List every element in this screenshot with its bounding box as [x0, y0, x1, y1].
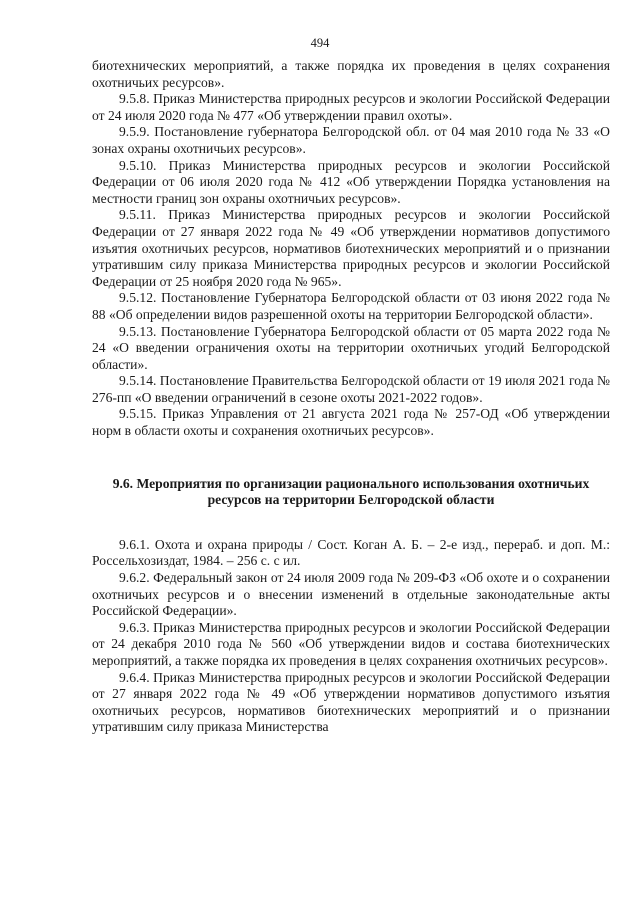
section-heading: 9.6. Мероприятия по организации рационального использования охотничьих ресурсов на территории Белгородской области [112, 475, 590, 508]
paragraph-9-5-9: 9.5.9. Постановление губернатора Белгородской обл. от 04 мая 2010 года № 33 «О зонах охраны охотничьих ресурсов». [92, 124, 610, 156]
paragraph-9-5-8: 9.5.8. Приказ Министерства природных ресурсов и экологии Российской Федерации от 24 июля 2020 года № 477 «Об утверждении правил охоты». [92, 91, 610, 123]
page-number: 494 [310, 36, 330, 50]
paragraph-continuation: биотехнических мероприятий, а также порядка их проведения в целях сохранения охотничьих ресурсов». [92, 58, 610, 90]
paragraph-9-5-10: 9.5.10. Приказ Министерства природных ресурсов и экологии Российской Федерации от 06 июля 2020 года № 412 «Об утверждении Порядка установления на местности границ зон охраны охотничьих ресурсов». [92, 157, 610, 206]
paragraph-9-6-2: 9.6.2. Федеральный закон от 24 июля 2009 года № 209-ФЗ «Об охоте и о сохранении охотничьих ресурсов и о внесении изменений в отдельные законодательные акты Российской Федерации». [92, 570, 610, 619]
paragraph-9-5-12: 9.5.12. Постановление Губернатора Белгородской области от 03 июня 2022 года № 88 «Об определении видов разрешенной охоты на территории Белгородской области». [92, 290, 610, 322]
paragraph-9-6-3: 9.6.3. Приказ Министерства природных ресурсов и экологии Российской Федерации от 24 декабря 2010 года № 560 «Об утверждении видов и состава биотехнических мероприятий, а также порядка их проведения в целях сохранения охотничьих ресурсов». [92, 619, 610, 668]
paragraph-9-5-11: 9.5.11. Приказ Министерства природных ресурсов и экологии Российской Федерации от 27 января 2022 года № 49 «Об утверждении нормативов допустимого изъятия охотничьих ресурсов, нормативов биотехнических мероприятий и о признании утратившим силу приказа Министерства природных ресурсов и экологии Российской Федерации от 25 ноября 2020 года № 965». [92, 207, 610, 289]
paragraph-9-6-4: 9.6.4. Приказ Министерства природных ресурсов и экологии Российской Федерации от 27 января 2022 года № 49 «Об утверждении нормативов допустимого изъятия охотничьих ресурсов, нормативов биотехнических мероприятий и о признании утратившим силу приказа Министерства [92, 669, 610, 735]
paragraph-9-6-1: 9.6.1. Охота и охрана природы / Сост. Коган А. Б. – 2-е изд., перераб. и доп. М.: Россельхозиздат, 1984. – 256 с. с ил. [92, 536, 610, 569]
paragraph-9-5-14: 9.5.14. Постановление Правительства Белгородской области от 19 июля 2021 года № 276-пп «О введении ограничений в сезоне охоты 2021-2022 годов». [92, 373, 611, 405]
paragraph-9-5-15: 9.5.15. Приказ Управления от 21 августа 2021 года № 257-ОД «Об утверждении норм в области охоты и сохранения охотничьих ресурсов». [92, 406, 610, 439]
paragraph-9-5-13: 9.5.13. Постановление Губернатора Белгородской области от 05 марта 2022 года № 24 «О введении ограничения охоты на территории охотничьих угодий Белгородской области». [92, 323, 610, 372]
document-body [92, 58, 610, 736]
